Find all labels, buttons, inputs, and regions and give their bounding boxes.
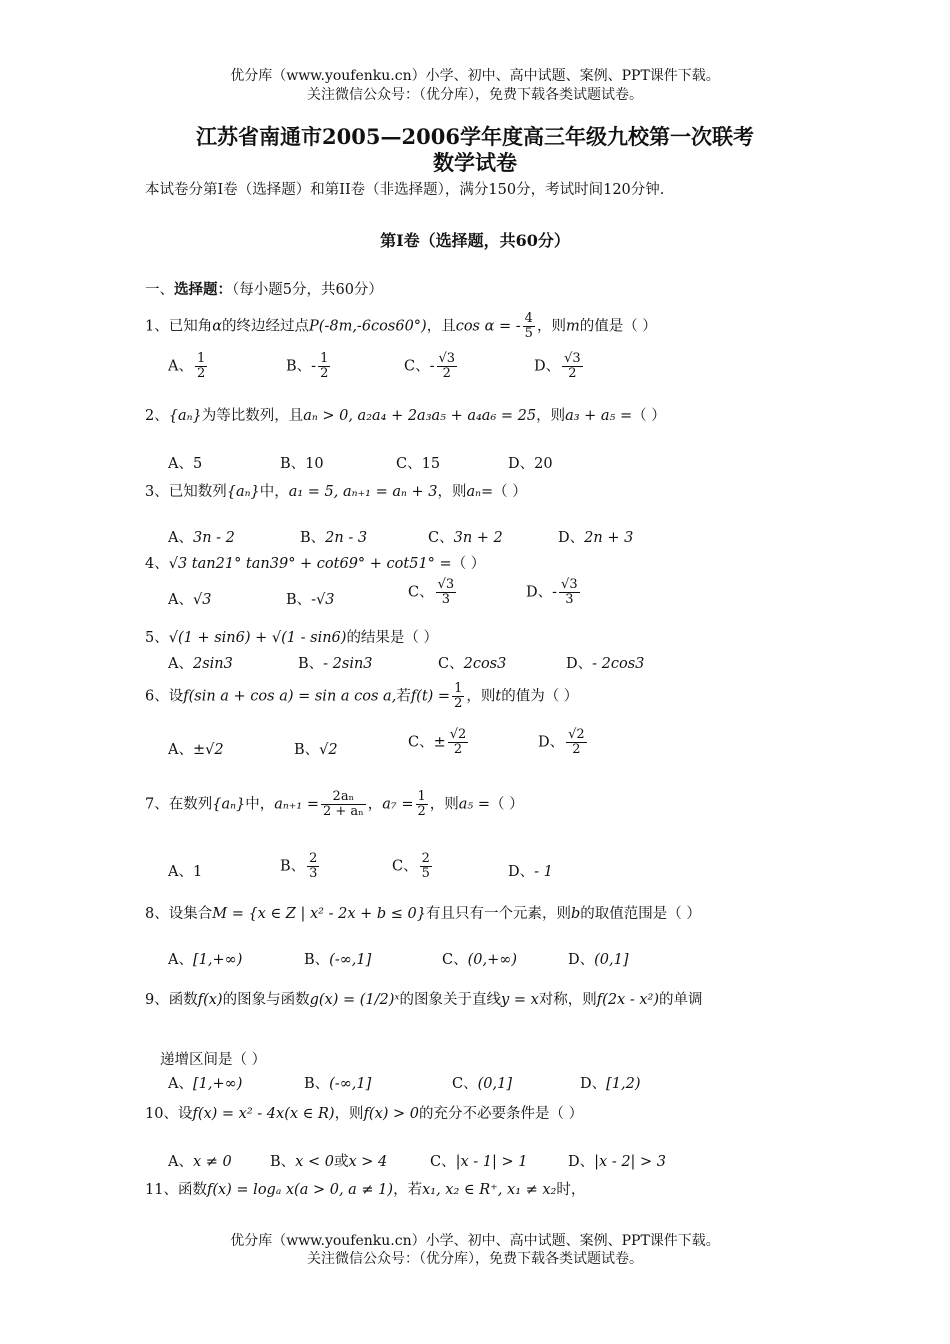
question-8: 8、设集合M = {x ∈ Z | x² - 2x + b ≤ 0}有且只有一个元素，则b的取值范围是（ ） <box>145 906 701 922</box>
option-5d[interactable]: D、- 2cos3 <box>566 656 645 672</box>
option-6a[interactable]: A、±√2 <box>168 742 224 758</box>
option-6b[interactable]: B、√2 <box>294 742 338 758</box>
option-8d[interactable]: D、(0,1] <box>568 952 629 968</box>
question-9-continued: 递增区间是（ ） <box>160 1052 267 1068</box>
option-7d[interactable]: D、- 1 <box>508 864 553 880</box>
section-heading: 第I卷（选择题，共60分） <box>380 231 570 250</box>
option-3d[interactable]: D、2n + 3 <box>558 530 634 546</box>
option-5b[interactable]: B、- 2sin3 <box>298 656 373 672</box>
option-1b[interactable]: B、- $\frac{1}{2}$ <box>286 351 329 381</box>
option-1a[interactable]: A、 $\frac{1}{2}$ <box>168 351 206 381</box>
exam-subtitle: 数学试卷 <box>433 150 517 175</box>
question-5: 5、√(1 + sin6) + √(1 - sin6)的结果是（ ） <box>145 630 439 646</box>
option-4d[interactable]: D、- $\frac{√3}{3}$ <box>526 577 578 607</box>
exam-title: 江苏省南通市2005—2006学年度高三年级九校第一次联考 <box>196 124 754 149</box>
option-4a[interactable]: A、√3 <box>168 592 212 608</box>
exam-intro: 本试卷分第I卷（选择题）和第II卷（非选择题），满分150分，考试时间120分钟. <box>145 182 665 198</box>
option-9b[interactable]: B、(-∞,1] <box>304 1076 372 1092</box>
site-header-line1: 优分库（www.youfenku.cn）小学、初中、高中试题、案例、PPT课件下载。 <box>230 68 720 84</box>
question-6: 6、设f(sin a + cos a) = sin a cos a,若f(t) = $\frac{1}{2}$ ，则t的值为（ ） <box>145 681 579 711</box>
option-7b[interactable]: B、 $\frac{2}{3}$ <box>280 851 318 881</box>
option-10c[interactable]: C、|x - 1| > 1 <box>430 1154 528 1170</box>
option-8c[interactable]: C、(0,+∞) <box>442 952 517 968</box>
option-3b[interactable]: B、2n - 3 <box>300 530 368 546</box>
option-2a[interactable]: A、5 <box>168 456 203 472</box>
option-6c[interactable]: C、± $\frac{√2}{2}$ <box>408 727 467 757</box>
part-heading: 一、选择题：（每小题5分，共60分） <box>145 281 383 298</box>
option-4b[interactable]: B、-√3 <box>286 592 335 608</box>
option-10a[interactable]: A、x ≠ 0 <box>168 1154 232 1170</box>
option-9a[interactable]: A、[1,+∞) <box>168 1076 243 1092</box>
question-4: 4、√3 tan21° tan39° + cot69° + cot51° =（ ） <box>145 556 486 572</box>
option-2b[interactable]: B、10 <box>280 456 324 472</box>
question-7: 7、在数列{aₙ}中，aₙ₊₁ = $\frac{\text{2aₙ}}{\text{2 + aₙ}}$ ，a₇ = $\frac{1}{2}$ ，则a₅ =（ ） <box>145 789 524 819</box>
option-3c[interactable]: C、3n + 2 <box>428 530 503 546</box>
site-header-line2: 关注微信公众号：（优分库），免费下载各类试题试卷。 <box>307 87 643 103</box>
question-10: 10、设f(x) = x² - 4x(x ∈ R)，则f(x) > 0的充分不必要条件是（ ） <box>145 1106 584 1122</box>
question-1: 1、已知角α的终边经过点P(-8m,-6cos60°)，且cos α = - $\frac{4}{5}$ ，则m的值是（ ） <box>145 311 657 341</box>
option-9c[interactable]: C、(0,1] <box>452 1076 512 1092</box>
question-2: 2、{aₙ}为等比数列，且aₙ > 0, a₂a₄ + 2a₃a₅ + a₄a₆ = 25，则a₃ + a₅ =（ ） <box>145 408 666 424</box>
option-2d[interactable]: D、20 <box>508 456 553 472</box>
option-5c[interactable]: C、2cos3 <box>438 656 507 672</box>
question-3: 3、已知数列{aₙ}中，a₁ = 5, aₙ₊₁ = aₙ + 3，则aₙ=（ ） <box>145 484 527 500</box>
option-2c[interactable]: C、15 <box>396 456 441 472</box>
option-6d[interactable]: D、 $\frac{√2}{2}$ <box>538 727 585 757</box>
option-9d[interactable]: D、[1,2) <box>580 1076 641 1092</box>
option-7a[interactable]: A、1 <box>168 864 203 880</box>
site-footer-line1: 优分库（www.youfenku.cn）小学、初中、高中试题、案例、PPT课件下载。 <box>230 1233 720 1249</box>
option-4c[interactable]: C、 $\frac{√3}{3}$ <box>408 577 455 607</box>
option-3a[interactable]: A、3n - 2 <box>168 530 235 546</box>
option-8a[interactable]: A、[1,+∞) <box>168 952 243 968</box>
option-7c[interactable]: C、 $\frac{2}{5}$ <box>392 851 430 881</box>
option-10d[interactable]: D、|x - 2| > 3 <box>568 1154 667 1170</box>
option-8b[interactable]: B、(-∞,1] <box>304 952 372 968</box>
option-5a[interactable]: A、2sin3 <box>168 656 233 672</box>
site-footer-line2: 关注微信公众号：（优分库），免费下载各类试题试卷。 <box>307 1251 643 1267</box>
question-9: 9、函数f(x)的图象与函数g(x) = (1/2)ˣ的图象关于直线y = x对称，则f(2x - x²)的单调 <box>145 992 703 1008</box>
option-1c[interactable]: C、- $\frac{√3}{2}$ <box>404 351 456 381</box>
option-1d[interactable]: D、 $\frac{√3}{2}$ <box>534 351 581 381</box>
question-11: 11、函数f(x) = logₐ x(a > 0, a ≠ 1)，若x₁, x₂ ∈ R⁺, x₁ ≠ x₂时， <box>145 1182 586 1198</box>
option-10b[interactable]: B、x < 0或x > 4 <box>270 1154 388 1170</box>
